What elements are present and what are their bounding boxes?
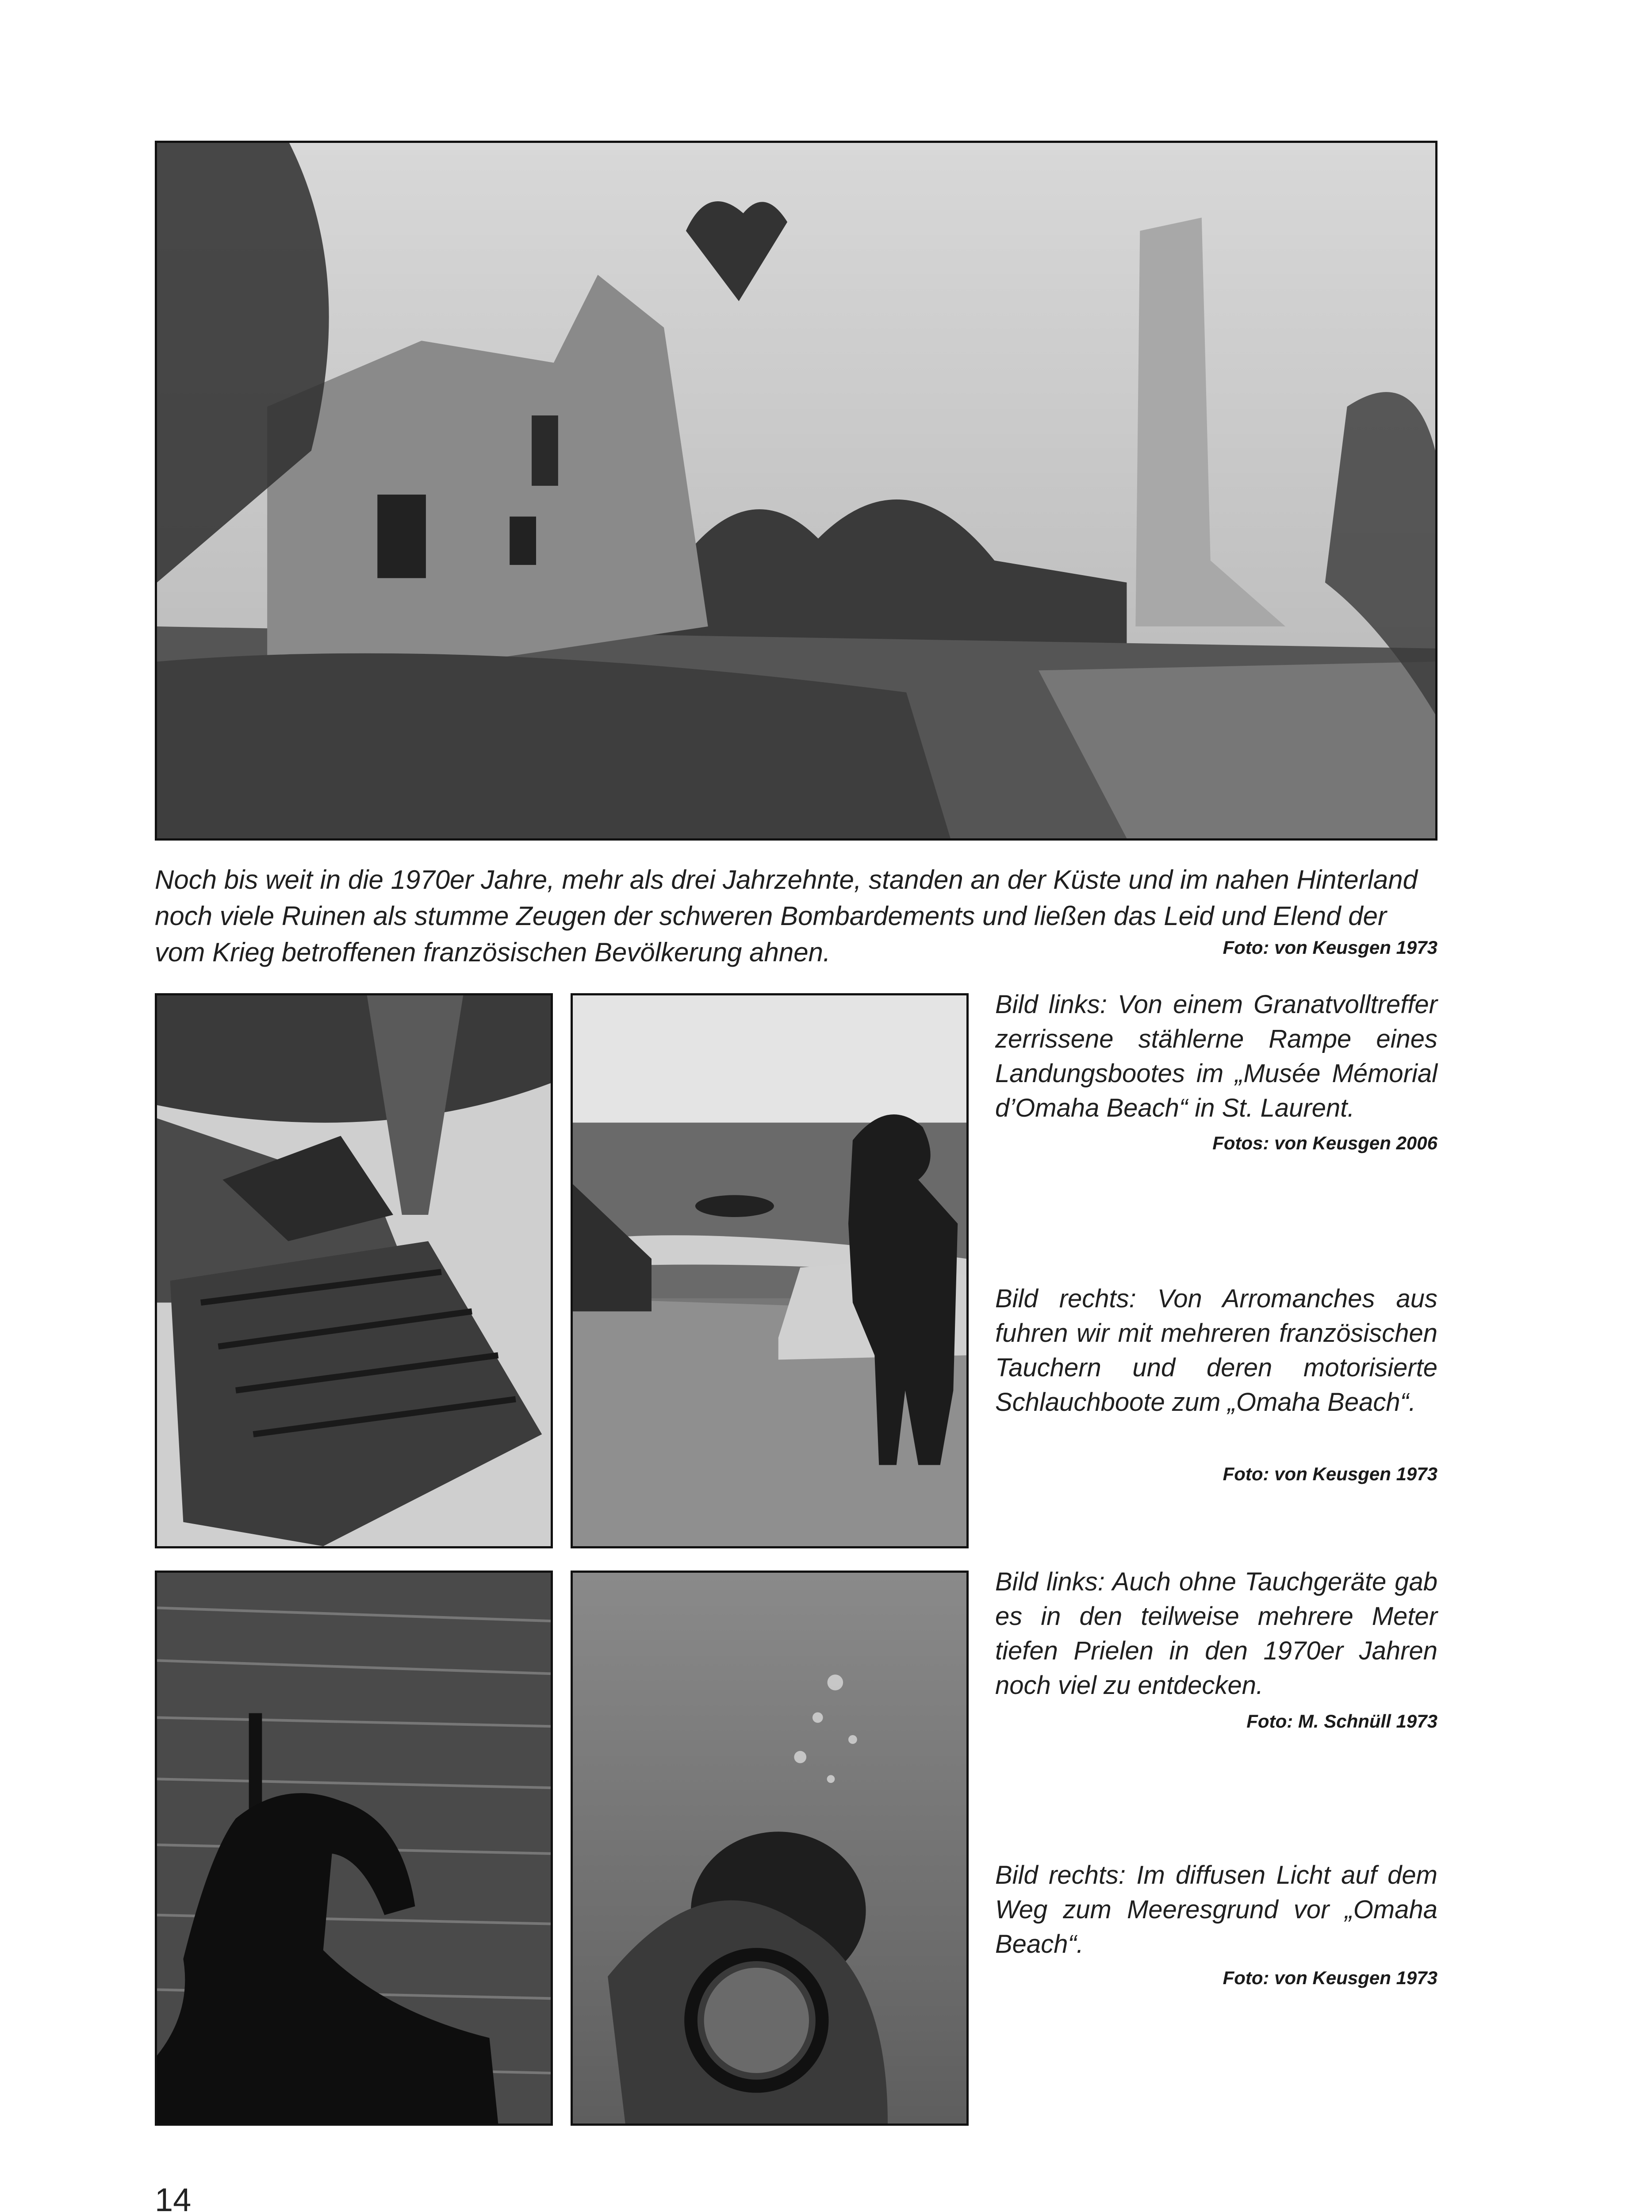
caption-ramp: Bild links: Von einem Granatvolltreffer zerrissene stählerne Rampe eines Landungsbootes im „Musée Mémorial d’Omaha Beach“ in St. Laurent. bbox=[995, 990, 1437, 1122]
main-caption-line-2: noch viele Ruinen als stumme Zeugen der schweren Bombardements und ließen das Leid und Elend der bbox=[155, 901, 1387, 931]
arromanches-beach-photo bbox=[571, 993, 969, 1548]
caption-diver: Bild rechts: Im diffusen Licht auf dem Weg zum Meeresgrund vor „Omaha Beach“. bbox=[995, 1861, 1437, 1959]
main-caption-line-3: vom Krieg betroffenen französischen Bevölkerung ahnen. bbox=[155, 937, 831, 967]
landing-craft-ramp-photo bbox=[155, 993, 553, 1548]
credit-diver: Foto: von Keusgen 1973 bbox=[1223, 1967, 1437, 1988]
snorkeler-photo bbox=[155, 1571, 553, 2126]
main-caption-line-1: Noch bis weit in die 1970er Jahre, mehr als drei Jahrzehnte, standen an der Küste und im nahen Hinterland bbox=[155, 865, 1418, 895]
main-photo-credit: Foto: von Keusgen 1973 bbox=[1223, 937, 1437, 958]
page-number: 14 bbox=[155, 2181, 192, 2212]
diver-underwater-photo bbox=[571, 1571, 969, 2126]
credit-beach: Foto: von Keusgen 1973 bbox=[1223, 1463, 1437, 1484]
caption-beach: Bild rechts: Von Arromanches aus fuhren wir mit mehreren französischen Tauchern und deren motorisierte Schlauchboote zum „Omaha Beach“. bbox=[995, 1284, 1437, 1417]
credit-ramp: Fotos: von Keusgen 2006 bbox=[1212, 1133, 1437, 1153]
credit-snorkeler: Foto: M. Schnüll 1973 bbox=[1246, 1711, 1437, 1732]
ruins-photo bbox=[155, 141, 1437, 841]
caption-snorkeler: Bild links: Auch ohne Tauchgeräte gab es in den teilweise mehrere Meter tiefen Prielen in den 1970er Jahren noch viel zu entdecken. bbox=[995, 1567, 1437, 1700]
